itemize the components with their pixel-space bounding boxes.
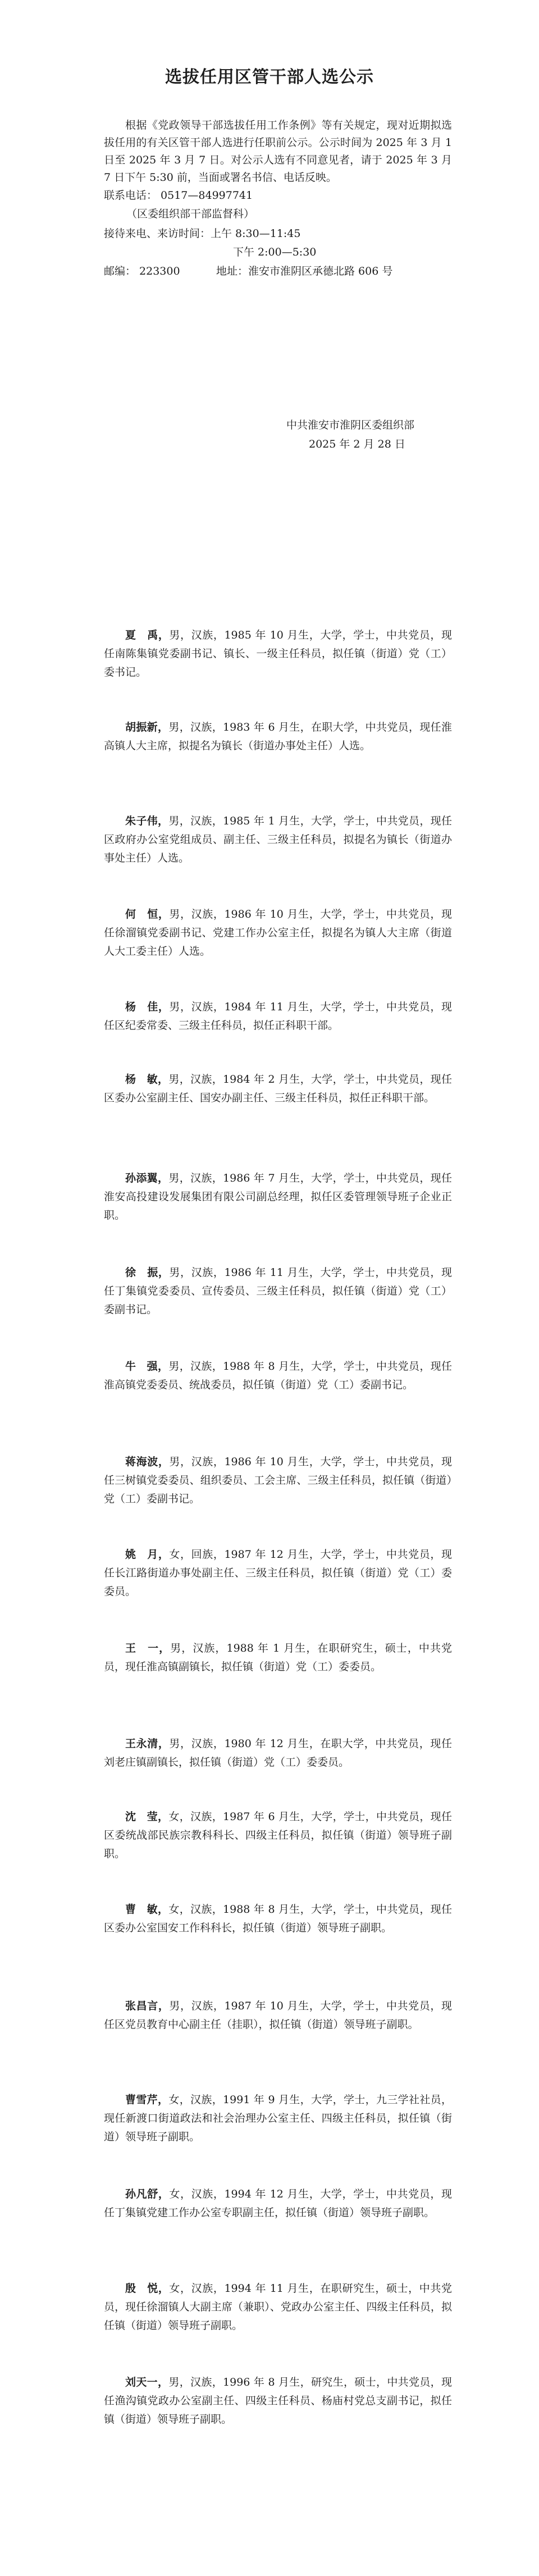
candidate-name: 何 恒， — [125, 908, 170, 920]
candidate-name: 胡振新， — [125, 721, 169, 733]
candidate-name: 孙添翼， — [125, 1172, 169, 1184]
candidate-name: 姚 月， — [125, 1548, 170, 1561]
candidate-details: 女，汉族，1987 年 6 月生，大学，学士，中共党员，现任区委统战部民族宗教科科长、四级主任科员，拟任镇（街道）领导班子副职。 — [104, 1811, 452, 1860]
candidate-details: 男，汉族，1984 年 11 月生，大学，学士，中共党员，现任区纪委常委、三级主任科员，拟任正科职干部。 — [104, 1001, 452, 1032]
candidate-details: 女，回族，1987 年 12 月生，大学，学士，中共党员，现任长江路街道办事处副主任、三级主任科员，拟任镇（街道）党（工）委委员。 — [104, 1548, 452, 1598]
candidate-details: 男，汉族，1980 年 12 月生，在职大学，中共党员，现任刘老庄镇副镇长，拟任镇（街道）党（工）委委员。 — [104, 1738, 452, 1768]
candidate-name: 王 一， — [125, 1642, 171, 1654]
candidate-name: 牛 强， — [125, 1360, 169, 1373]
candidate-details: 男，汉族，1984 年 2 月生，大学，学士，中共党员，现任区委办公室副主任、国安办副主任、三级主任科员，拟任正科职干部。 — [104, 1073, 452, 1104]
candidate-details: 女，汉族，1994 年 11 月生，在职研究生，硕士，中共党员，现任徐溜镇人大副主席（兼职）、党政办公室主任、四级主任科员，拟任镇（街道）领导班子副职。 — [104, 2282, 452, 2332]
candidate-entry — [104, 1357, 452, 1453]
reception-hours-afternoon: 下午 2:00—5:30 — [233, 246, 317, 258]
candidate-name: 王永清， — [125, 1738, 170, 1750]
candidate-details: 女，汉族，1988 年 8 月生，大学，学士，中共党员，现任区委办公室国安工作科科长，拟任镇（街道）领导班子副职。 — [104, 1903, 452, 1934]
candidate-entry — [104, 1169, 452, 1264]
candidate-details: 男，汉族，1996 年 8 月生，研究生，硕士，中共党员，现任渔沟镇党政办公室副主任、四级主任科员、杨庙村党总支副书记，拟任镇（街道）领导班子副职。 — [104, 2376, 452, 2425]
candidate-details: 男，汉族，1986 年 10 月生，大学，学士，中共党员，现任三树镇党委委员、组织委员、工会主席、三级主任科员，拟任镇（街道）党（工）委副书记。 — [104, 1456, 452, 1505]
contact-department: （区委组织部干部监督科） — [126, 208, 255, 220]
candidate-details: 男，汉族，1986 年 10 月生，大学，学士，中共党员，现任徐溜镇党委副书记、党建工作办公室主任，拟提名为镇人大主席（街道人大工委主任）人选。 — [104, 908, 452, 958]
candidate-name: 张昌言， — [125, 2000, 170, 2012]
candidate-details: 男，汉族，1988 年 8 月生，大学，学士，中共党员，现任淮高镇党委委员、统战委员，拟任镇（街道）党（工）委副书记。 — [104, 1360, 452, 1391]
candidate-name: 杨 佳， — [125, 1001, 170, 1013]
candidate-entry — [104, 1997, 452, 2091]
candidate-details: 男，汉族，1983 年 6 月生，在职大学，中共党员，现任淮高镇人大主席，拟提名为镇长（街道办事处主任）人选。 — [104, 721, 452, 752]
candidate-details: 男，汉族，1988 年 1 月生，在职研究生，硕士，中共党员，现任淮高镇副镇长，拟任镇（街道）党（工）委委员。 — [104, 1642, 452, 1673]
candidate-list — [104, 626, 452, 2441]
candidate-entry — [104, 1808, 452, 1900]
candidate-details: 男，汉族，1987 年 10 月生，大学，学士，中共党员，现任区党员教育中心副主任（挂职），拟任镇（街道）领导班子副职。 — [104, 2000, 452, 2031]
issue-date: 2025 年 2 月 28 日 — [309, 438, 405, 450]
contact-postcode: 邮编： 223300 — [104, 265, 180, 277]
reception-hours-morning: 接待来电、来访时间：上午 8:30—11:45 — [104, 227, 301, 240]
candidate-entry — [104, 626, 452, 718]
candidate-name: 曹 敏， — [125, 1903, 169, 1916]
candidate-details: 女，汉族，1991 年 9 月生，大学，学士，九三学社社员，现任新渡口街道政法和社会治理办公室主任、四级主任科员，拟任镇（街道）领导班子副职。 — [104, 2094, 452, 2143]
candidate-entry — [104, 2185, 452, 2279]
candidate-name: 夏 禹， — [125, 629, 170, 641]
candidate-name: 曹雪芹， — [125, 2094, 169, 2106]
candidate-entry — [104, 1735, 452, 1808]
candidate-entry — [104, 1639, 452, 1735]
candidate-entry — [104, 2373, 452, 2441]
candidate-entry — [104, 2279, 452, 2373]
candidate-name: 刘天一， — [125, 2376, 169, 2388]
candidate-name: 沈 莹， — [125, 1811, 169, 1823]
candidate-entry — [104, 2091, 452, 2185]
candidate-entry — [104, 1070, 452, 1169]
candidate-entry — [104, 718, 452, 812]
candidate-entry — [104, 905, 452, 998]
contact-address: 地址：淮安市淮阴区承德北路 606 号 — [216, 265, 393, 277]
issuing-organization: 中共淮安市淮阴区委组织部 — [286, 419, 415, 431]
candidate-name: 杨 敏， — [125, 1073, 169, 1086]
candidate-details: 男，汉族，1986 年 7 月生，大学，学士，中共党员，现任淮安高投建设发展集团有限公司副总经理，拟任区委管理领导班子企业正职。 — [104, 1172, 452, 1221]
candidate-entry — [104, 1900, 452, 1997]
candidate-entry — [104, 1545, 452, 1639]
signature-block — [258, 416, 472, 454]
candidate-name: 殷 悦， — [125, 2282, 170, 2295]
candidate-name: 徐 振， — [125, 1266, 170, 1279]
candidate-name: 蒋海波， — [125, 1456, 170, 1468]
candidate-entry — [104, 998, 452, 1070]
candidate-name: 孙凡舒， — [125, 2188, 170, 2200]
intro-paragraph: 根据《党政领导干部选拔任用工作条例》等有关规定，现对近期拟选拔任用的有关区管干部人选进行任职前公示。公示时间为 2025 年 3 月 1 日至 2025 年 3 月 7 日。对公示人选有不同意见者，请于 2025 年 3 月 7 日下午 5:30 前，当面或署名书信、电话反映。 — [104, 119, 452, 184]
candidate-details: 女，汉族，1994 年 12 月生，大学，学士，中共党员，现任丁集镇党建工作办公室专职副主任，拟任镇（街道）领导班子副职。 — [104, 2188, 452, 2219]
candidate-details: 男，汉族，1986 年 11 月生，大学，学士，中共党员，现任丁集镇党委委员、宣传委员、三级主任科员，拟任镇（街道）党（工）委副书记。 — [104, 1266, 452, 1316]
candidate-name: 朱子伟， — [125, 815, 169, 827]
candidate-details: 男，汉族，1985 年 1 月生，大学，学士，中共党员，现任区政府办公室党组成员、副主任、三级主任科员，拟提名为镇长（街道办事处主任）人选。 — [104, 815, 452, 864]
candidate-entry — [104, 812, 452, 905]
candidate-entry — [104, 1453, 452, 1545]
candidate-entry — [104, 1264, 452, 1357]
candidate-details: 男，汉族，1985 年 10 月生，大学，学士，中共党员，现任南陈集镇党委副书记、镇长、一级主任科员，拟任镇（街道）党（工）委书记。 — [104, 629, 452, 678]
page-title: 选拔任用区管干部人选公示 — [165, 67, 374, 87]
contact-phone: 联系电话： 0517—84997741 — [104, 189, 253, 202]
